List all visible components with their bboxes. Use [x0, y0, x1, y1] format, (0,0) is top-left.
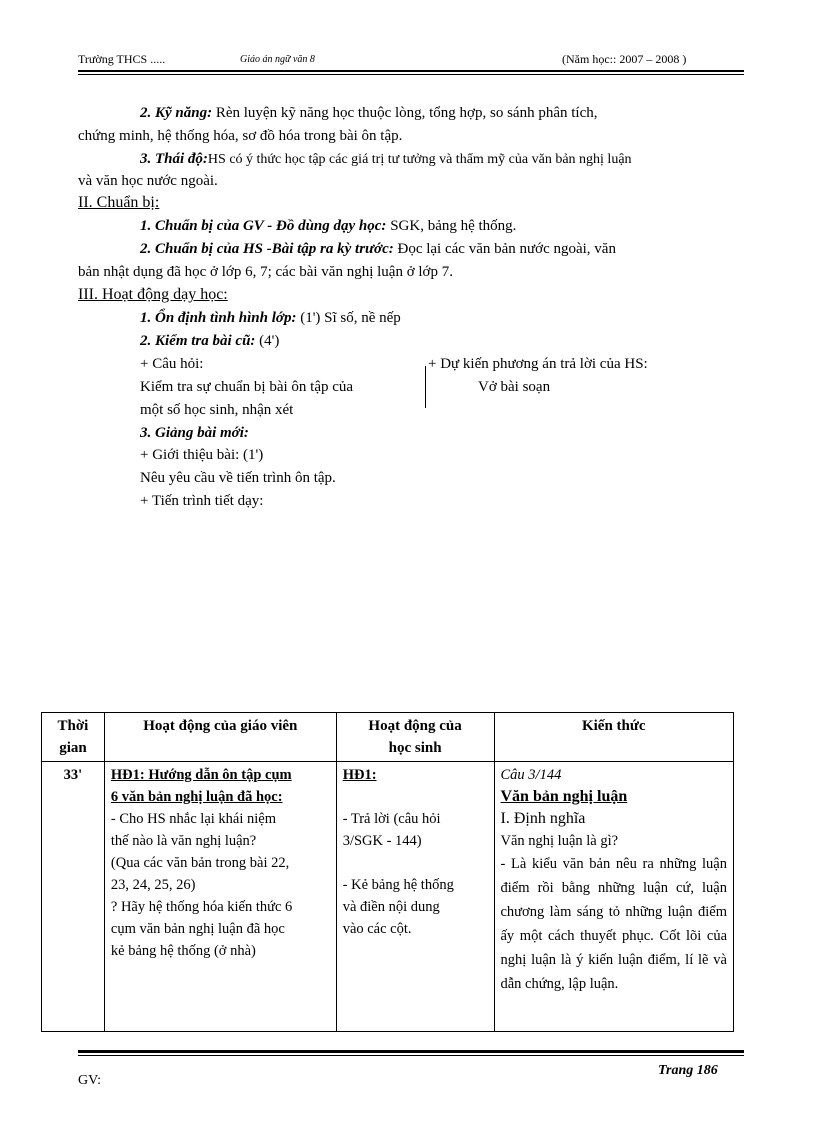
check-label: 2. Kiểm tra bài cũ:: [140, 333, 256, 349]
teacher-title-2: 6 văn bản nghị luận đã học:: [110, 789, 283, 805]
table-header-row: [42, 713, 734, 762]
intro-line: + Giới thiệu bài: (1'): [140, 447, 264, 463]
footer-rule-thick: [78, 1050, 744, 1053]
attitude-line-1: [140, 148, 632, 171]
hs-prep-line-2: bản nhật dụng đã học ở lớp 6, 7; các bài văn nghị luận ở lớp 7.: [78, 264, 453, 280]
check-line: [140, 330, 279, 352]
knowledge-ref: Câu 3/144: [500, 767, 562, 783]
section-preparation: II. Chuẩn bị:: [78, 194, 160, 211]
stable-line: [140, 307, 401, 329]
attitude-line-2: và văn học nước ngoài.: [78, 173, 218, 189]
skills-line-2: chứng minh, hệ thống hóa, sơ đồ hóa trong bài ôn tập.: [78, 128, 403, 144]
stable-text: (1') Sĩ số, nề nếp: [296, 310, 401, 326]
teacher-line: cụm văn bản nghị luận đã học: [110, 921, 285, 937]
skills-text: Rèn luyện kỹ năng học thuộc lòng, tổng hợp, so sánh phân tích,: [212, 105, 598, 121]
student-title: HĐ1:: [342, 767, 377, 783]
attitude-text: HS có ý thức học tập các giá trị tư tưởng và thẩm mỹ của văn bản nghị luận: [207, 152, 632, 167]
answer-divider: [425, 366, 426, 408]
teacher-title-1: HĐ1: Hướng dẫn ôn tập cụm: [110, 767, 292, 783]
question-text-2: một số học sinh, nhận xét: [140, 402, 294, 418]
student-task-3: vào các cột.: [342, 921, 412, 937]
header-teacher: Hoạt động của giáo viên: [104, 713, 336, 762]
teacher-line: - Cho HS nhắc lại khái niệm: [110, 811, 276, 827]
header-knowledge: Kiến thức: [494, 713, 734, 762]
lesson-table: [41, 712, 734, 1032]
section-activities: III. Hoạt động dạy học:: [78, 286, 228, 303]
row-time: 33': [42, 762, 105, 1032]
gv-prep-text: SGK, bảng hệ thống.: [386, 218, 517, 234]
header-time: Thời gian: [42, 713, 105, 762]
footer-rule-thin: [78, 1055, 744, 1056]
newlesson-label: 3. Giảng bài mới:: [140, 425, 249, 441]
hs-prep-text: Đọc lại các văn bản nước ngoài, văn: [393, 241, 616, 257]
teacher-line: kẻ bảng hệ thống (ở nhà): [110, 943, 256, 959]
progress-line: + Tiến trình tiết dạy:: [140, 493, 264, 509]
header-rule-thick: [78, 70, 744, 72]
teacher-line: 23, 24, 25, 26): [110, 877, 196, 893]
row-student: [336, 762, 494, 1032]
footer-gv: GV:: [78, 1073, 102, 1088]
student-task-2: và điền nội dung: [342, 899, 440, 915]
footer-page-number: Trang 186: [658, 1063, 718, 1078]
gv-prep-label: 1. Chuẩn bị của GV - Đồ dùng dạy học:: [140, 218, 387, 234]
header-year: (Năm học:: 2007 – 2008 ): [562, 52, 687, 66]
hs-prep-label: 2. Chuẩn bị của HS -Bài tập ra kỳ trước:: [140, 241, 394, 257]
answer-text: Vở bài soạn: [478, 379, 551, 395]
question-text-1: Kiểm tra sự chuẩn bị bài ôn tập của: [140, 379, 354, 395]
student-answer-2: 3/SGK - 144): [342, 833, 422, 849]
student-answer-1: - Trả lời (câu hỏi: [342, 811, 441, 827]
header-student: Hoạt động của học sinh: [336, 713, 494, 762]
knowledge-title: Văn bản nghị luận: [500, 788, 628, 805]
header-school: Trường THCS .....: [78, 52, 166, 66]
answer-label: + Dự kiến phương án trả lời của HS:: [428, 356, 648, 372]
stable-label: 1. Ổn định tình hình lớp:: [140, 310, 297, 326]
skills-line-1: [140, 102, 597, 124]
row-teacher: [104, 762, 336, 1032]
gv-prep-line: [140, 215, 516, 237]
header-subject: Giáo án ngữ văn 8: [240, 54, 315, 65]
knowledge-sub: I. Định nghĩa: [500, 810, 586, 827]
teacher-line: thế nào là văn nghị luận?: [110, 833, 257, 849]
intro-text: Nêu yêu cầu về tiến trình ôn tập.: [140, 470, 336, 486]
row-knowledge: [494, 762, 734, 1032]
header-rule-thin: [78, 74, 744, 75]
hs-prep-line-1: [140, 238, 616, 260]
check-text: (4'): [255, 333, 280, 349]
student-task-1: - Kẻ bảng hệ thống: [342, 877, 454, 893]
knowledge-body: - Là kiểu văn bản nêu ra những luận điểm rồi bằng những luận cứ, luận chương làm sáng tỏ những luận điểm ấy một cách thuyết phục. Cốt lõi của nghị luận là ý kiến luận điểm, lí lẽ và dẫn chứng, lập luận.: [500, 856, 727, 992]
knowledge-question: Văn nghị luận là gì?: [500, 833, 619, 849]
teacher-line: (Qua các văn bản trong bài 22,: [110, 855, 290, 871]
teacher-line: ? Hãy hệ thống hóa kiến thức 6: [110, 899, 293, 915]
skills-label: 2. Kỹ năng:: [140, 105, 213, 121]
table-row: [42, 762, 734, 1032]
attitude-label: 3. Thái độ:: [140, 151, 208, 167]
question-label: + Câu hỏi:: [140, 356, 204, 372]
